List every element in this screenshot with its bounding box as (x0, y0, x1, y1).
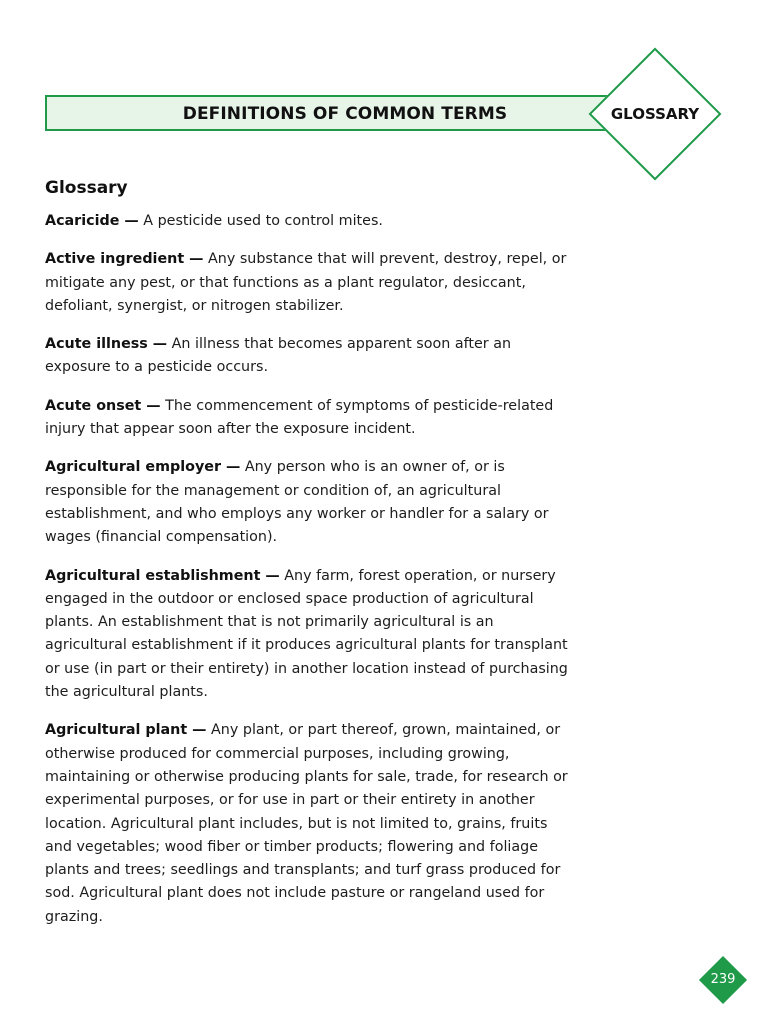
entry-term: Agricultural plant — (45, 722, 207, 739)
glossary-list (45, 210, 575, 944)
entry-definition: A pesticide used to control mites. (143, 213, 383, 229)
glossary-entry (45, 719, 575, 929)
entry-definition: Any plant, or part thereof, grown, maintained, or otherwise produced for commercial purposes, including growing, maintaining or otherwise producing plants for sale, trade, for research or experimental purposes, or for use in part or their entirety in another location. Agricultural plant includes, but is not limited to, grains, fruits and vegetables; wood fiber or timber products; flowering and foliage plants and trees; seedlings and transplants; and turf grass produced for sod. Agricultural plant does not include pasture or rangeland used for grazing. (45, 722, 568, 925)
entry-definition: An illness that becomes apparent soon after an exposure to a pesticide occurs. (45, 336, 512, 376)
section-heading: Glossary (45, 178, 128, 198)
entry-definition: Any person who is an owner of, or is responsible for the management or condition of, an agricultural establishment, and who employs any worker or handler for a salary or wages (financial compensation). (45, 459, 549, 546)
glossary-entry (45, 333, 575, 380)
glossary-entry (45, 456, 575, 549)
entry-definition: Any farm, forest operation, or nursery engaged in the outdoor or enclosed space production of agricultural plants. An establishment that is not primarily agricultural is an agricultural establishment if it produces agricultural plants for transplant or use (in part or their entirety) in another location instead of purchasing the agricultural plants. (45, 567, 568, 701)
page-title: DEFINITIONS OF COMMON TERMS (182, 104, 508, 124)
entry-definition: The commencement of symptoms of pesticide-related injury that appear soon after the exposure incident. (45, 397, 554, 438)
glossary-tab-label: GLOSSARY (610, 105, 700, 123)
glossary-entry (45, 395, 575, 442)
entry-term: Acute illness — (45, 336, 168, 353)
glossary-entry (45, 248, 575, 318)
glossary-entry (45, 565, 575, 705)
entry-term: Acute onset — (45, 397, 161, 414)
entry-definition: Any substance that will prevent, destroy, repel, or mitigate any pest, or that functions as a plant regulator, desiccant, defoliant, synergist, or nitrogen stabilizer. (45, 251, 567, 314)
entry-term: Active ingredient — (45, 251, 204, 268)
entry-term: Acaricide — (45, 213, 139, 229)
glossary-entry (45, 210, 575, 233)
page-number: 239 (710, 972, 736, 987)
entry-term: Agricultural employer — (45, 459, 241, 476)
entry-term: Agricultural establishment — (45, 567, 280, 584)
